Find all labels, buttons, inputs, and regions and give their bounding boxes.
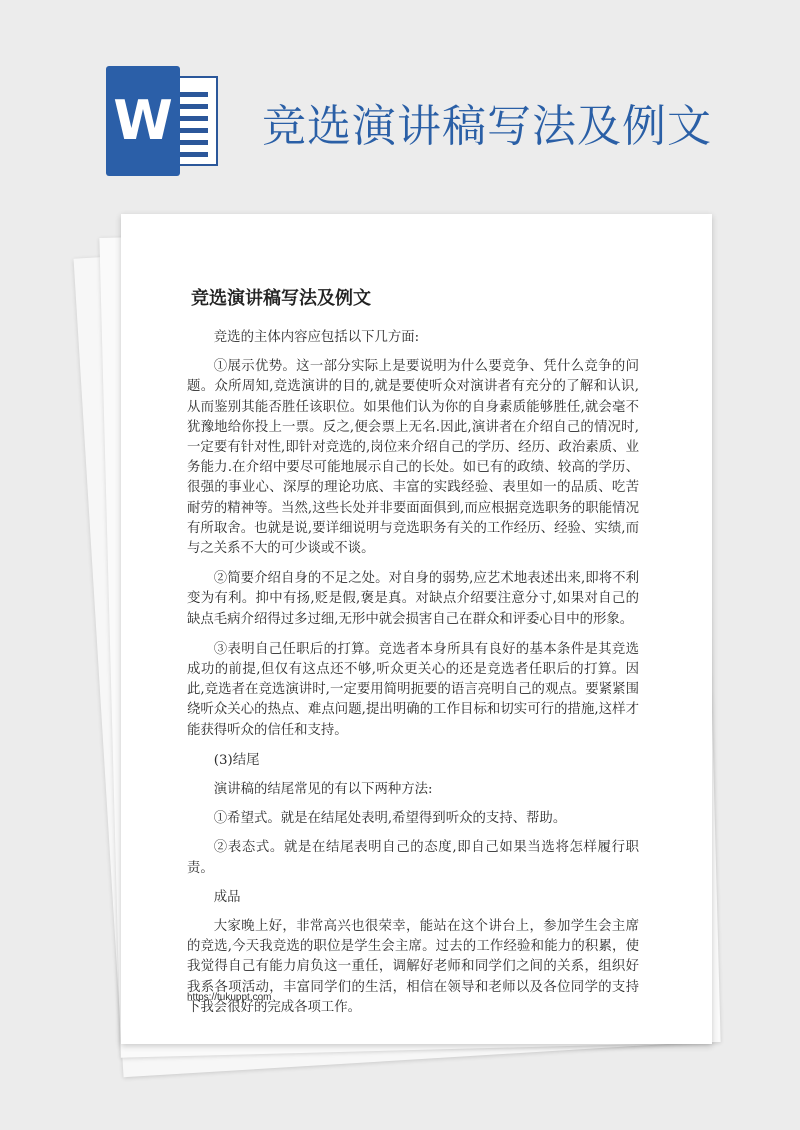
footer-url: https://tukuppt.com	[187, 992, 272, 1003]
section-heading-ending: (3)结尾	[213, 752, 260, 768]
section-heading-sample: 成品	[213, 889, 241, 905]
banner-title: 竞选演讲稿写法及例文	[262, 101, 712, 152]
paragraph-intro: 竞选的主体内容应包括以下几方面:	[213, 330, 420, 345]
header-banner	[0, 0, 800, 200]
paragraph-ending-methods: 演讲稿的结尾常见的有以下两种方法:	[213, 782, 433, 798]
paragraph-hope-style: ①希望式。就是在结尾处表明,希望得到听众的支持、帮助。	[213, 811, 567, 827]
document-title: 竞选演讲稿写法及例文	[191, 288, 371, 309]
word-document-icon	[106, 66, 224, 176]
word-letter-badge: W	[106, 66, 180, 176]
paragraph-advantages: ①展示优势。这一部分实际上是要说明为什么要竞争、凭什么竞争的问题。众所周知,竞选演讲的目的,就是要使听众对演讲者有充分的了解和认识,从而鉴别其能否胜任该职位。如果他们认为你的自身素质能够胜任,就会毫不犹豫地给你投上一票。反之,便会票上无名.因此,演讲者在介绍自己的情况时,一定要有针对性,即针对竞选的,岗位来介绍自己的学历、经历、政治素质、业务能力.在介绍中要尽可能地展示自己的长处。如已有的政绩、较高的学历、很强的事业心、深厚的理论功底、丰富的实践经验、表里如一的品质、吃苦耐劳的精神等。当然,这些长处并非要面面俱到,而应根据竞选职务的职能情况有所取舍。也就是说,要详细说明与竞选职务有关的工作经历、经验、实绩,而与之关系不大的可少谈或不谈。	[187, 359, 639, 557]
paragraph-shortcomings: ②简要介绍自身的不足之处。对自身的弱势,应艺术地表述出来,即将不利变为有利。抑中有扬,贬是假,褒是真。对缺点介绍要注意分寸,如果对自己的缺点毛病介绍得过多过细,无形中就会损害自己在群众和评委心目中的形象。	[187, 571, 639, 627]
paragraph-sample-speech: 大家晚上好，非常高兴也很荣幸，能站在这个讲台上，参加学生会主席的竞选,今天我竞选的职位是学生会主席。过去的工作经验和能力的积累，使我觉得自己有能力肩负这一重任，调解好老师和同学们之间的关系，组织好我系各项活动，丰富同学们的生活，相信在领导和老师以及各位同学的支持下我会很好的完成各项工作。	[187, 919, 639, 1015]
paragraph-statement-style: ②表态式。就是在结尾表明自己的态度,即自己如果当选将怎样履行职责。	[187, 840, 639, 876]
document-page	[121, 214, 712, 1044]
document-body	[187, 328, 639, 1028]
paragraph-plans: ③表明自己任职后的打算。竞选者本身所具有良好的基本条件是其竞选成功的前提,但仅有这点还不够,听众更关心的还是竞选者任职后的打算。因此,竞选者在竞选演讲时,一定要用简明扼要的语言亮明自己的观点。要紧紧围绕听众关心的热点、难点问题,提出明确的工作目标和切实可行的措施,这样才能获得听众的信任和支持。	[187, 641, 639, 738]
